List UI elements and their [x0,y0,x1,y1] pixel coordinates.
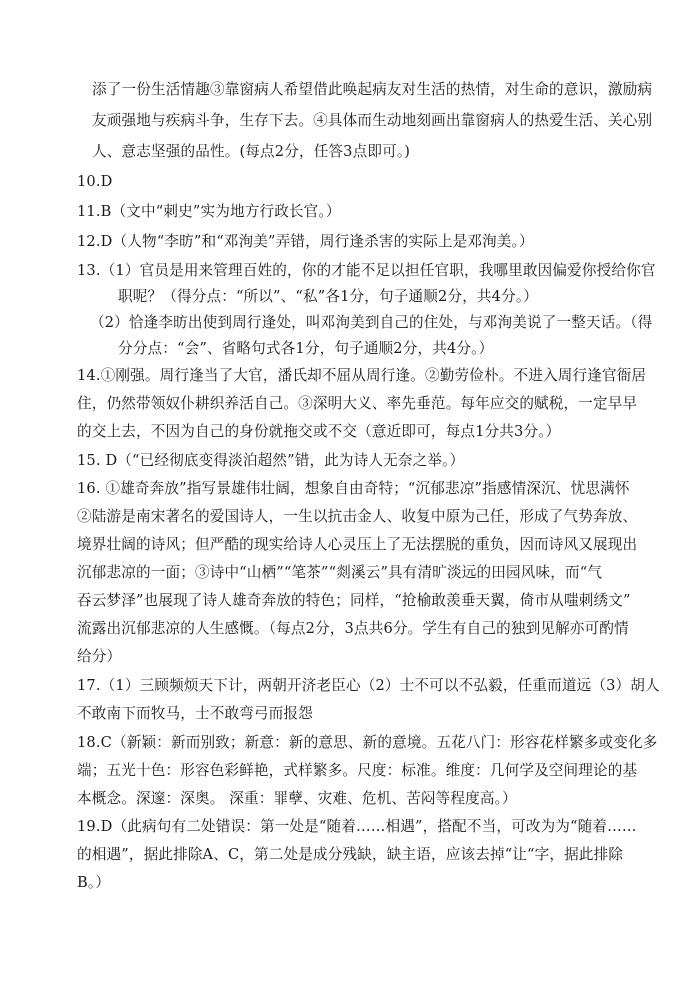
answer-18: 18.C（新颖：新而别致；新意：新的意思、新的意境。五花八门：形容花样繁多或变化多 [77,734,658,751]
answer-11: 11.B（文中“刺史”实为地方行政长官。） [77,203,341,220]
text-line: 的相遇”，据此排除A、C，第二处是成分残缺，缺主语，应该去掉“让“字，据此排除 [77,846,624,863]
text-line: 不敢南下而牧马，士不敢弯弓而报怨 [77,705,313,722]
answer-13: 13.（1）官员是用来管理百姓的，你的才能不足以担任官职，我哪里敢因偏爱你授给你官 [77,262,656,279]
text-line: 添了一份生活情趣③靠窗病人希望借此唤起病友对生活的热情，对生命的意识，激励病 [92,81,653,98]
text-line: 本概念。深邃：深奥。 深重：罪孽、灾难、危机、苦闷等程度高。） [77,790,517,807]
text-line: 友顽强地与疾病斗争，生存下去。④具体而生动地刻画出靠窗病人的热爱生活、关心别 [92,112,653,129]
answer-10: 10.D [77,173,113,190]
text-line: （2）恰逢李昉出使到周行逢处，叫邓洵美到自己的住处，与邓洵美说了一整天话。（得 [90,314,653,331]
answer-14: 14.①刚强。周行逢当了大官，潘氏却不屈从周行逢。②勤劳俭朴。不进入周行逢官衙居 [77,367,647,384]
answer-12: 12.D（人物“李昉”和“邓洵美”弄错，周行逢杀害的实际上是邓洵美。） [77,233,534,250]
text-line: B。） [77,874,111,891]
text-line: 吞云梦泽”也展现了诗人雄奇奔放的特色；同样，“抢榆敢羡垂天翼，倚市从嗤刺绣文” [77,592,631,609]
text-line: ②陆游是南宋著名的爱国诗人，一生以抗击金人、收复中原为己任，形成了气势奔放、 [77,508,638,525]
text-line: 流露出沉郁悲凉的人生感慨。（每点2分，3点共6分。学生有自己的独到见解亦可酌情 [77,620,629,637]
answer-17: 17.（1）三顾频烦天下计，两朝开济老臣心（2）士不可以不弘毅，任重而道远（3）胡人 [77,677,660,694]
answer-19: 19.D（此病句有二处错误：第一处是“随着……相遇”，搭配不当，可改为为“随着…… [77,818,637,835]
answer-15: 15. D（“已经彻底变得淡泊超然”错，此为诗人无奈之举。） [77,452,465,469]
answer-16: 16. ①雄奇奔放”指写景雄伟壮阔，想象自由奇特；“沉郁悲凉”指感情深沉、忧思满怀 [77,480,630,497]
text-line: 境界壮阔的诗风；但严酷的现实给诗人心灵压上了无法摆脱的重负，因而诗风又展现出 [77,536,638,553]
text-line: 分分点：“会”、省略句式各1分，句子通顺2分，共4分。） [118,340,494,357]
text-line: 住，仍然带领奴仆耕织养活自己。③深明大义、率先垂范。每年应交的赋税，一定早早 [77,395,638,412]
text-line: 职呢？（得分点：“所以”、“私”各1分，句子通顺2分，共4分。） [118,288,539,305]
text-line: 的交上去，不因为自己的身份就拖交或不交（意近即可，每点1分共3分。） [77,423,561,440]
text-line: 给分） [77,648,122,665]
text-line: 端；五光十色：形容色彩鲜艳，式样繁多。尺度：标准。维度：几何学及空间理论的基 [77,762,638,779]
text-line: 沉郁悲凉的一面；③诗中“山栖”“笔茶”“剡溪云”具有清旷淡远的田园风味，而“气 [77,564,603,581]
text-line: 人、意志坚强的品性。(每点2分，任答3点即可。) [92,143,411,160]
